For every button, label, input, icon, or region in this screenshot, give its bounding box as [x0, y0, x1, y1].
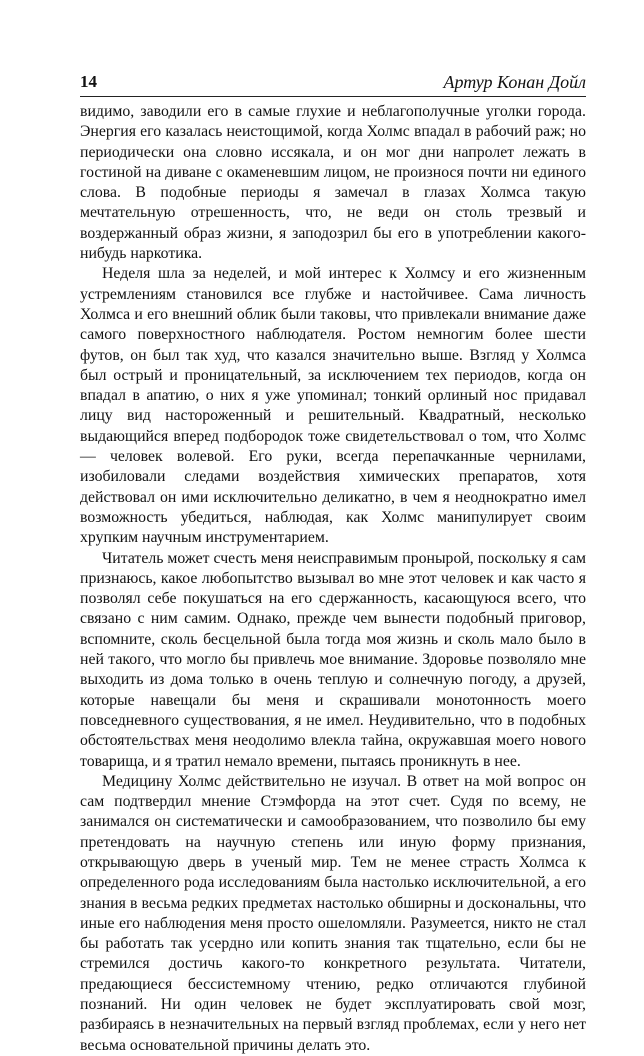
paragraph-4: Медицину Холмс действительно не изучал. В ответ на мой вопрос он сам подтвердил мнение Стэмфорда на этот счет. Судя по всему, не занимался он систематически и самообразованием, что позволило бы ему претендовать на научную степень или иную форму признания, открывающую дверь в ученый мир. Тем не менее страсть Холмса к определенного рода исследованиям была настолько исключительной, а его знания в весьма редких предметах настолько обширны и доскональны, что иные его наблюдения меня просто ошеломляли. Разумеется, никто не стал бы работать так усердно или копить знания так тщательно, если бы не стремился достичь какого-то конкретного результата. Читатели, предающиеся бессистемному чтению, редко отличаются глубиной познаний. Ни один человек не будет эксплуатировать свой мозг, разбираясь в незначительных на первый взгляд проблемах, если у него нет весьма основательной причины делать это. [80, 772, 586, 1054]
running-head-author: Артур Конан Дойл [443, 72, 586, 92]
page-header [80, 72, 586, 96]
page-number: 14 [80, 72, 97, 91]
paragraph-3: Читатель может счесть меня неисправимым проныpой, поскольку я сам признаюсь, какое любопытство вызывал во мне этот человек и как часто я позволял себе покушаться на его сдержанность, касающуюся всего, что связано с ним самим. Однако, прежде чем вынести подобный приговор, вспомните, сколь бесцельной была тогда моя жизнь и сколь мало было в ней такого, что могло бы привлечь мое внимание. Здоровье позволяло мне выходить из дома только в очень теплую и солнечную погоду, а друзей, которые навещали бы меня и скрашивали монотонность моего повседневного существования, я не имел. Неудивительно, что в подобных обстоятельствах меня неодолимо влекла тайна, окружавшая моего нового товарища, и я тратил немало времени, пытаясь проникнуть в нее. [80, 549, 586, 770]
paragraph-1: видимо, заводили его в самые глухие и неблагополучные уголки города. Энергия его казалась неистощимой, когда Холмс впадал в рабочий раж; но периодически она словно иссякала, и он мог дни напролет лежать в гостиной на диване с окаменевшим лицом, не произнося почти ни единого слова. В подобные периоды я замечал в глазах Холмса такую мечтательную отрешенность, что, не веди он столь трезвый и воздержанный образ жизни, я заподозрил бы его в употреблении какого-нибудь наркотика. [80, 103, 586, 263]
header-rule [80, 96, 586, 97]
body-text [80, 102, 586, 1056]
paragraph-2: Неделя шла за неделей, и мой интерес к Холмсу и его жизненным устремлениям становился все глубже и настойчивее. Сама личность Холмса и его внешний облик были таковы, что привлекали внимание даже самого поверхностного наблюдателя. Ростом немногим более шести футов, он был так худ, что казался значительно выше. Взгляд у Холмса был острый и проницательный, за исключением тех периодов, когда он впадал в апатию, о них я уже упоминал; тонкий орлиный нос придавал лицу вид настороженный и решительный. Квадратный, несколько выдающийся вперед подбородок тоже свидетельствовал о том, что Холмс — человек волевой. Его руки, всегда перепачканные чернилами, изобиловали следами воздействия химических препаратов, хотя действовал он ими исключительно деликатно, в чем я неоднократно имел возможность убедиться, наблюдая, как Холмс манипулирует своим хрупким научным инструментарием. [80, 265, 586, 547]
